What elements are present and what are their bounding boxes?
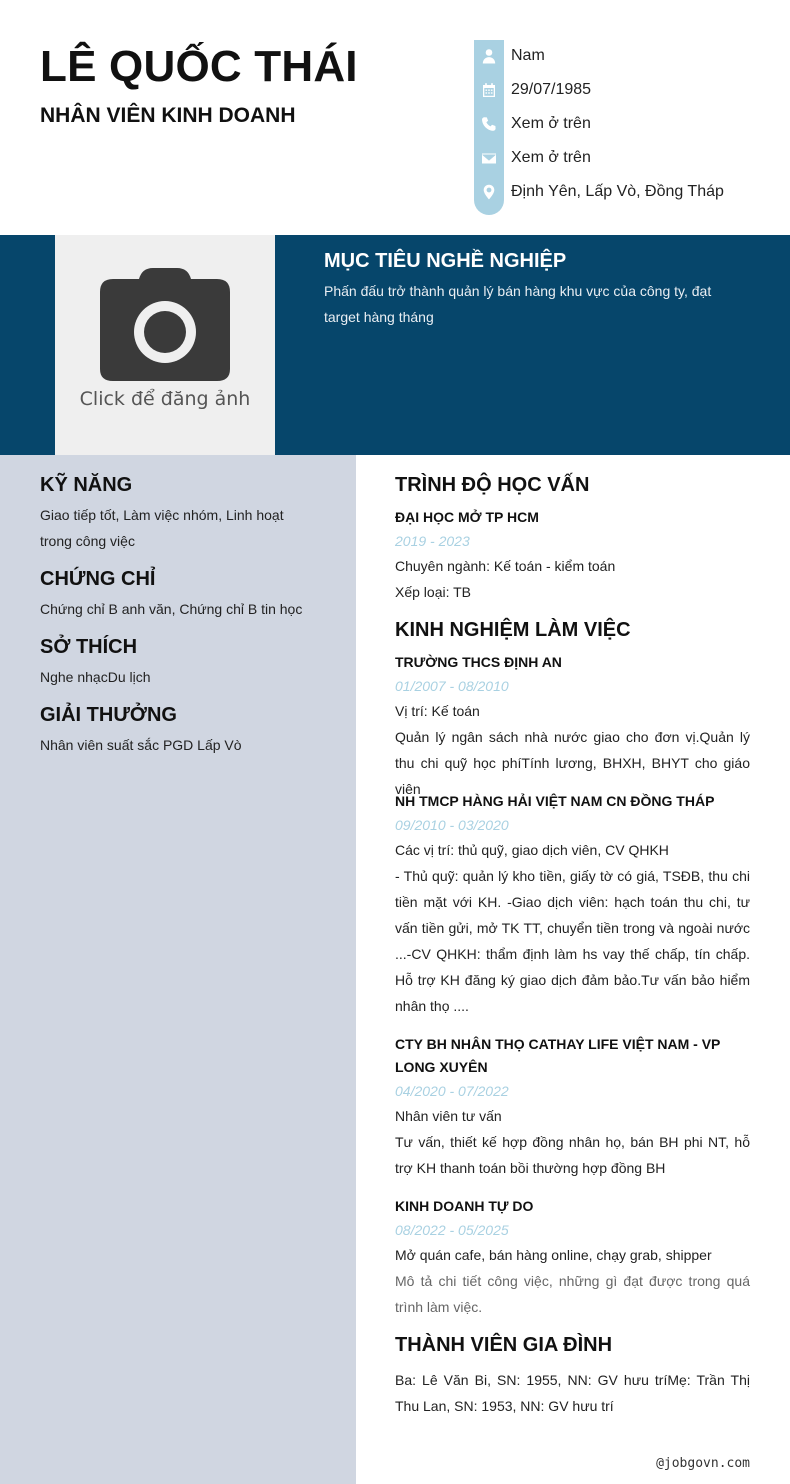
job-period: 04/2020 - 07/2022 — [395, 1083, 509, 1099]
contact-email — [474, 143, 774, 173]
photo-caption: Click để đăng ảnh — [79, 388, 251, 410]
left-column — [0, 455, 356, 1484]
job-description: Tư vấn, thiết kế hợp đồng nhân họ, bán BH phi NT, hỗ trợ KH thanh toán bồi thường hợp đồng BH — [395, 1134, 750, 1176]
family-title: THÀNH VIÊN GIA ĐÌNH — [395, 1334, 613, 1356]
candidate-title: NHÂN VIÊN KINH DOANH — [40, 104, 296, 127]
objective-text: Phấn đấu trở thành quản lý bán hàng khu vực của công ty, đạt target hàng tháng — [324, 283, 712, 325]
education-school: ĐẠI HỌC MỞ TP HCM — [395, 509, 539, 525]
skills-title: KỸ NĂNG — [40, 474, 133, 496]
phone-value: Xem ở trên — [511, 115, 591, 132]
skills-text: Giao tiếp tốt, Làm việc nhóm, Linh hoạt trong công việc — [40, 507, 284, 549]
hobbies-title: SỞ THÍCH — [40, 636, 138, 658]
job-description: Quản lý ngân sách nhà nước giao cho đơn vị.Quản lý thu chi quỹ học phíTính lương, BHXH, BHYT cho giáo viên — [395, 729, 750, 797]
job-period: 09/2010 - 03/2020 — [395, 817, 509, 833]
person-icon — [474, 41, 504, 71]
awards-text: Nhân viên suất sắc PGD Lấp Vò — [40, 737, 242, 753]
education-title: TRÌNH ĐỘ HỌC VẤN — [395, 474, 590, 496]
location-pin-icon — [474, 177, 504, 207]
job-company: NH TMCP HÀNG HẢI VIỆT NAM CN ĐỒNG THÁP — [395, 793, 715, 809]
experience-title: KINH NGHIỆM LÀM VIỆC — [395, 619, 631, 641]
calendar-icon — [474, 75, 504, 105]
camera-icon — [99, 267, 231, 382]
contact-gender — [474, 41, 774, 71]
candidate-name: LÊ QUỐC THÁI — [40, 42, 358, 91]
email-value: Xem ở trên — [511, 149, 591, 166]
job-position: Các vị trí: thủ quỹ, giao dịch viên, CV QHKH — [395, 842, 669, 858]
gender-value: Nam — [511, 47, 545, 64]
certificates-text: Chứng chỉ B anh văn, Chứng chỉ B tin học — [40, 601, 303, 617]
awards-title: GIẢI THƯỞNG — [40, 704, 177, 726]
watermark: @jobgovn.com — [656, 1456, 750, 1471]
mail-icon — [474, 143, 504, 173]
certificates-title: CHỨNG CHỈ — [40, 568, 156, 590]
education-period: 2019 - 2023 — [395, 533, 470, 549]
birthday-value: 29/07/1985 — [511, 81, 592, 98]
job-position: Vị trí: Kế toán — [395, 703, 480, 719]
objective-title: MỤC TIÊU NGHỀ NGHIỆP — [324, 250, 567, 272]
family-text: Ba: Lê Văn Bi, SN: 1955, NN: GV hưu tríMẹ: Trần Thị Thu Lan, SN: 1953, NN: GV hưu trí — [395, 1372, 750, 1414]
contact-address — [474, 177, 774, 207]
photo-upload[interactable] — [55, 235, 275, 455]
address-value: Định Yên, Lấp Vò, Đồng Tháp — [511, 183, 724, 200]
education-major: Chuyên ngành: Kế toán - kiểm toán — [395, 558, 616, 574]
job-description: - Thủ quỹ: quản lý kho tiền, giấy tờ có giá, TSĐB, thu chi tiền mặt với KH. -Giao dịch viên: hạch toán thu chi, tư vấn tiền gửi, mở TK TT, chuyển tiền trong và ngoài nước ...-CV QHKH: thẩm định làm hs vay thế chấp, tín chấp. Hỗ trợ KH đăng ký giao dịch đảm bảo.Tư vấn bảo hiểm nhân thọ .... — [395, 868, 750, 1014]
contact-birthday — [474, 75, 774, 105]
job-company: CTY BH NHÂN THỌ CATHAY LIFE VIỆT NAM - VP LONG XUYÊN — [395, 1036, 721, 1075]
job-position: Nhân viên tư vấn — [395, 1108, 502, 1124]
phone-icon — [474, 109, 504, 139]
job-company: TRƯỜNG THCS ĐỊNH AN — [395, 654, 562, 670]
contact-phone — [474, 109, 774, 139]
job-description: Mô tả chi tiết công việc, những gì đạt được trong quá trình làm việc. — [395, 1273, 750, 1315]
job-period: 01/2007 - 08/2010 — [395, 678, 509, 694]
education-grade: Xếp loại: TB — [395, 584, 472, 600]
hobbies-text: Nghe nhạcDu lịch — [40, 669, 151, 685]
job-period: 08/2022 - 05/2025 — [395, 1222, 509, 1238]
job-company: KINH DOANH TỰ DO — [395, 1198, 534, 1214]
job-position: Mở quán cafe, bán hàng online, chạy grab, shipper — [395, 1247, 712, 1263]
